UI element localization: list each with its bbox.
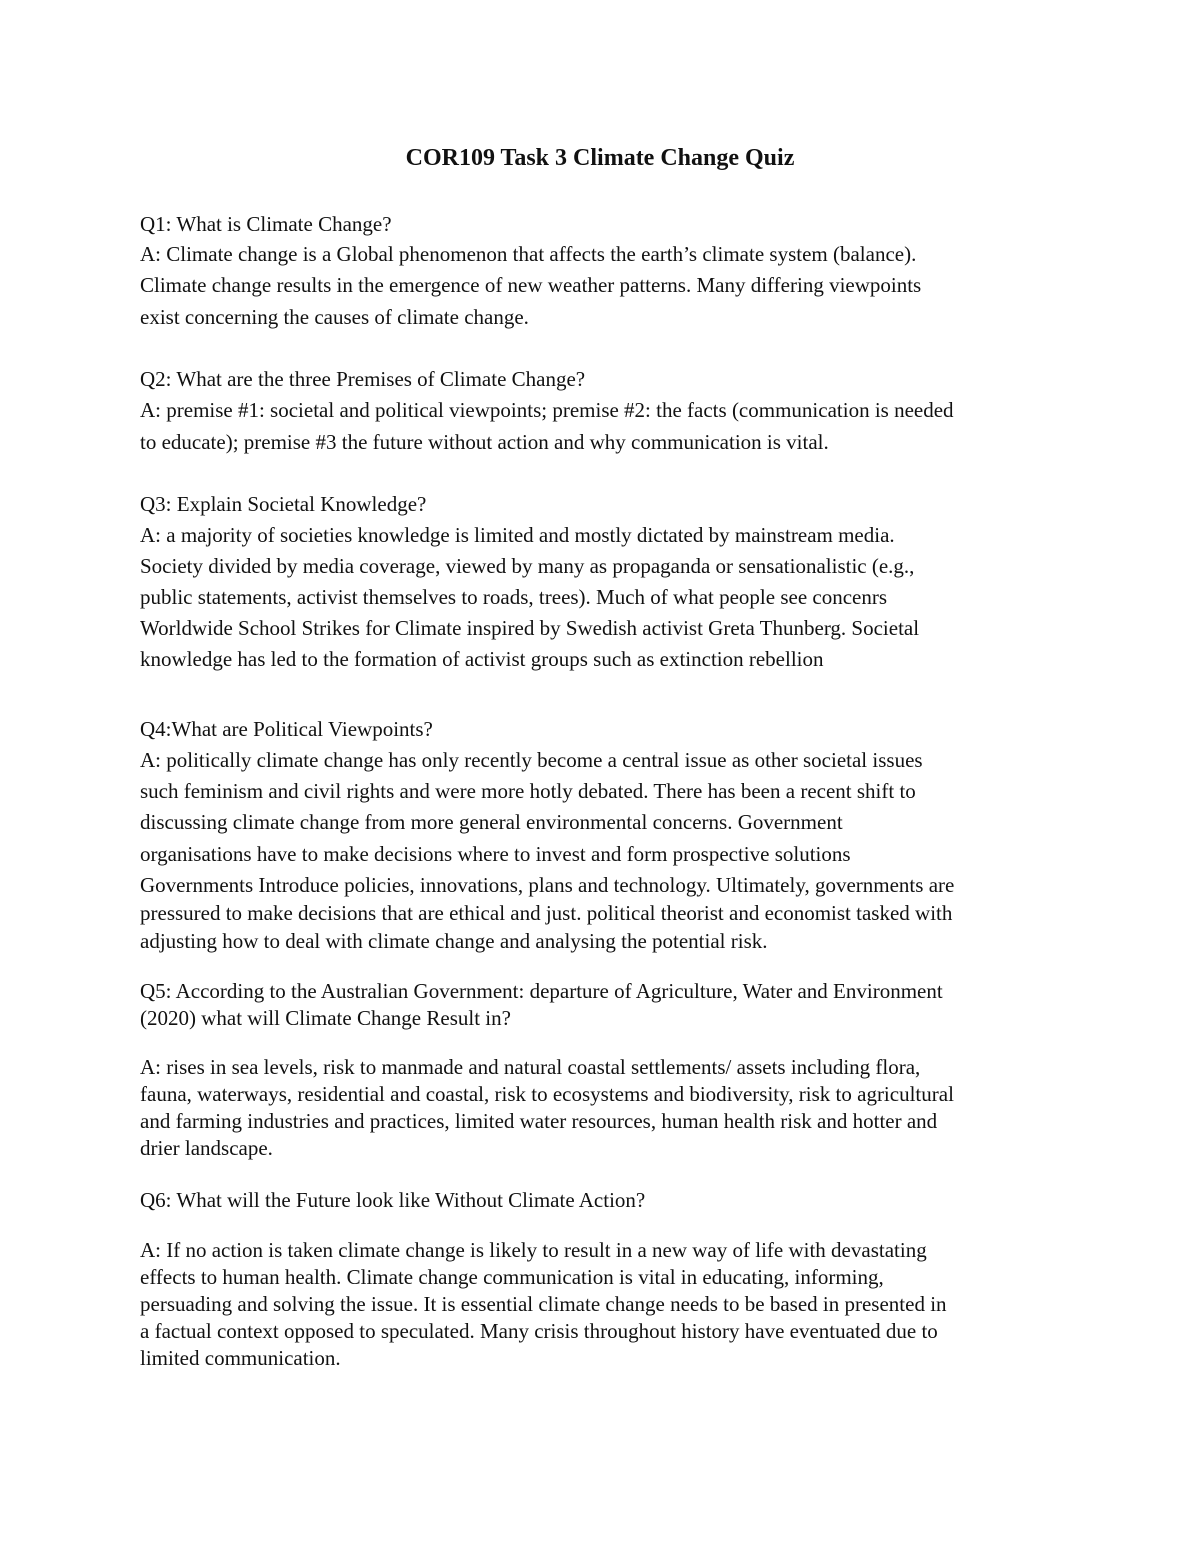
q5-answer-line: and farming industries and practices, limited water resources, human health risk and hotter and — [140, 1109, 938, 1133]
q3-answer-line: public statements, activist themselves to roads, trees). Much of what people see concenrs — [140, 585, 888, 609]
q3-question: Q3: Explain Societal Knowledge? — [140, 492, 427, 516]
q2-answer-line: A: premise #1: societal and political viewpoints; premise #2: the facts (communication is needed — [140, 398, 954, 422]
q2-question: Q2: What are the three Premises of Climate Change? — [140, 367, 586, 391]
q4-answer-line: pressured to make decisions that are ethical and just. political theorist and economist tasked with — [140, 901, 953, 925]
q4-answer-line: A: politically climate change has only recently become a central issue as other societal issues — [140, 748, 923, 772]
q1-answer-line: A: Climate change is a Global phenomenon that affects the earth’s climate system (balance). — [140, 242, 917, 266]
q4-answer-line: adjusting how to deal with climate change and analysing the potential risk. — [140, 929, 768, 953]
q4-answer-line: discussing climate change from more general environmental concerns. Government — [140, 810, 843, 834]
q4-answer-line: Governments Introduce policies, innovations, plans and technology. Ultimately, governments are — [140, 873, 955, 897]
q6-answer-line: limited communication. — [140, 1346, 341, 1370]
document-title: COR109 Task 3 Climate Change Quiz — [405, 145, 795, 171]
q6-answer-line: a factual context opposed to speculated. Many crisis throughout history have eventuated due to — [140, 1319, 938, 1343]
q5-answer-line: fauna, waterways, residential and coastal, risk to ecosystems and biodiversity, risk to agricultural — [140, 1082, 954, 1106]
q4-question: Q4:What are Political Viewpoints? — [140, 717, 433, 741]
q2-answer-line: to educate); premise #3 the future without action and why communication is vital. — [140, 430, 829, 454]
q3-answer-line: Worldwide School Strikes for Climate inspired by Swedish activist Greta Thunberg. Societal — [140, 616, 920, 640]
q6-answer-line: persuading and solving the issue. It is essential climate change needs to be based in presented in — [140, 1292, 947, 1316]
q5-answer-line: drier landscape. — [140, 1136, 273, 1160]
q1-answer-line: Climate change results in the emergence of new weather patterns. Many differing viewpoints — [140, 273, 922, 297]
q3-answer-line: Society divided by media coverage, viewed by many as propaganda or sensationalistic (e.g., — [140, 554, 915, 578]
q5-answer-line: A: rises in sea levels, risk to manmade and natural coastal settlements/ assets including flora, — [140, 1055, 921, 1079]
q6-answer-line: effects to human health. Climate change communication is vital in educating, informing, — [140, 1265, 884, 1289]
q4-answer-line: such feminism and civil rights and were more hotly debated. There has been a recent shift to — [140, 779, 916, 803]
q4-answer-line: organisations have to make decisions where to invest and form prospective solutions — [140, 842, 851, 866]
q1-answer-line: exist concerning the causes of climate change. — [140, 305, 529, 329]
q5-question-line: (2020) what will Climate Change Result in? — [140, 1006, 511, 1030]
q5-question-line: Q5: According to the Australian Government: departure of Agriculture, Water and Environment — [140, 979, 943, 1003]
q3-answer-line: knowledge has led to the formation of activist groups such as extinction rebellion — [140, 647, 824, 671]
q6-answer-line: A: If no action is taken climate change is likely to result in a new way of life with devastating — [140, 1238, 927, 1262]
q3-answer-line: A: a majority of societies knowledge is limited and mostly dictated by mainstream media. — [140, 523, 895, 547]
q6-question: Q6: What will the Future look like Without Climate Action? — [140, 1188, 646, 1212]
q1-question: Q1: What is Climate Change? — [140, 212, 392, 236]
